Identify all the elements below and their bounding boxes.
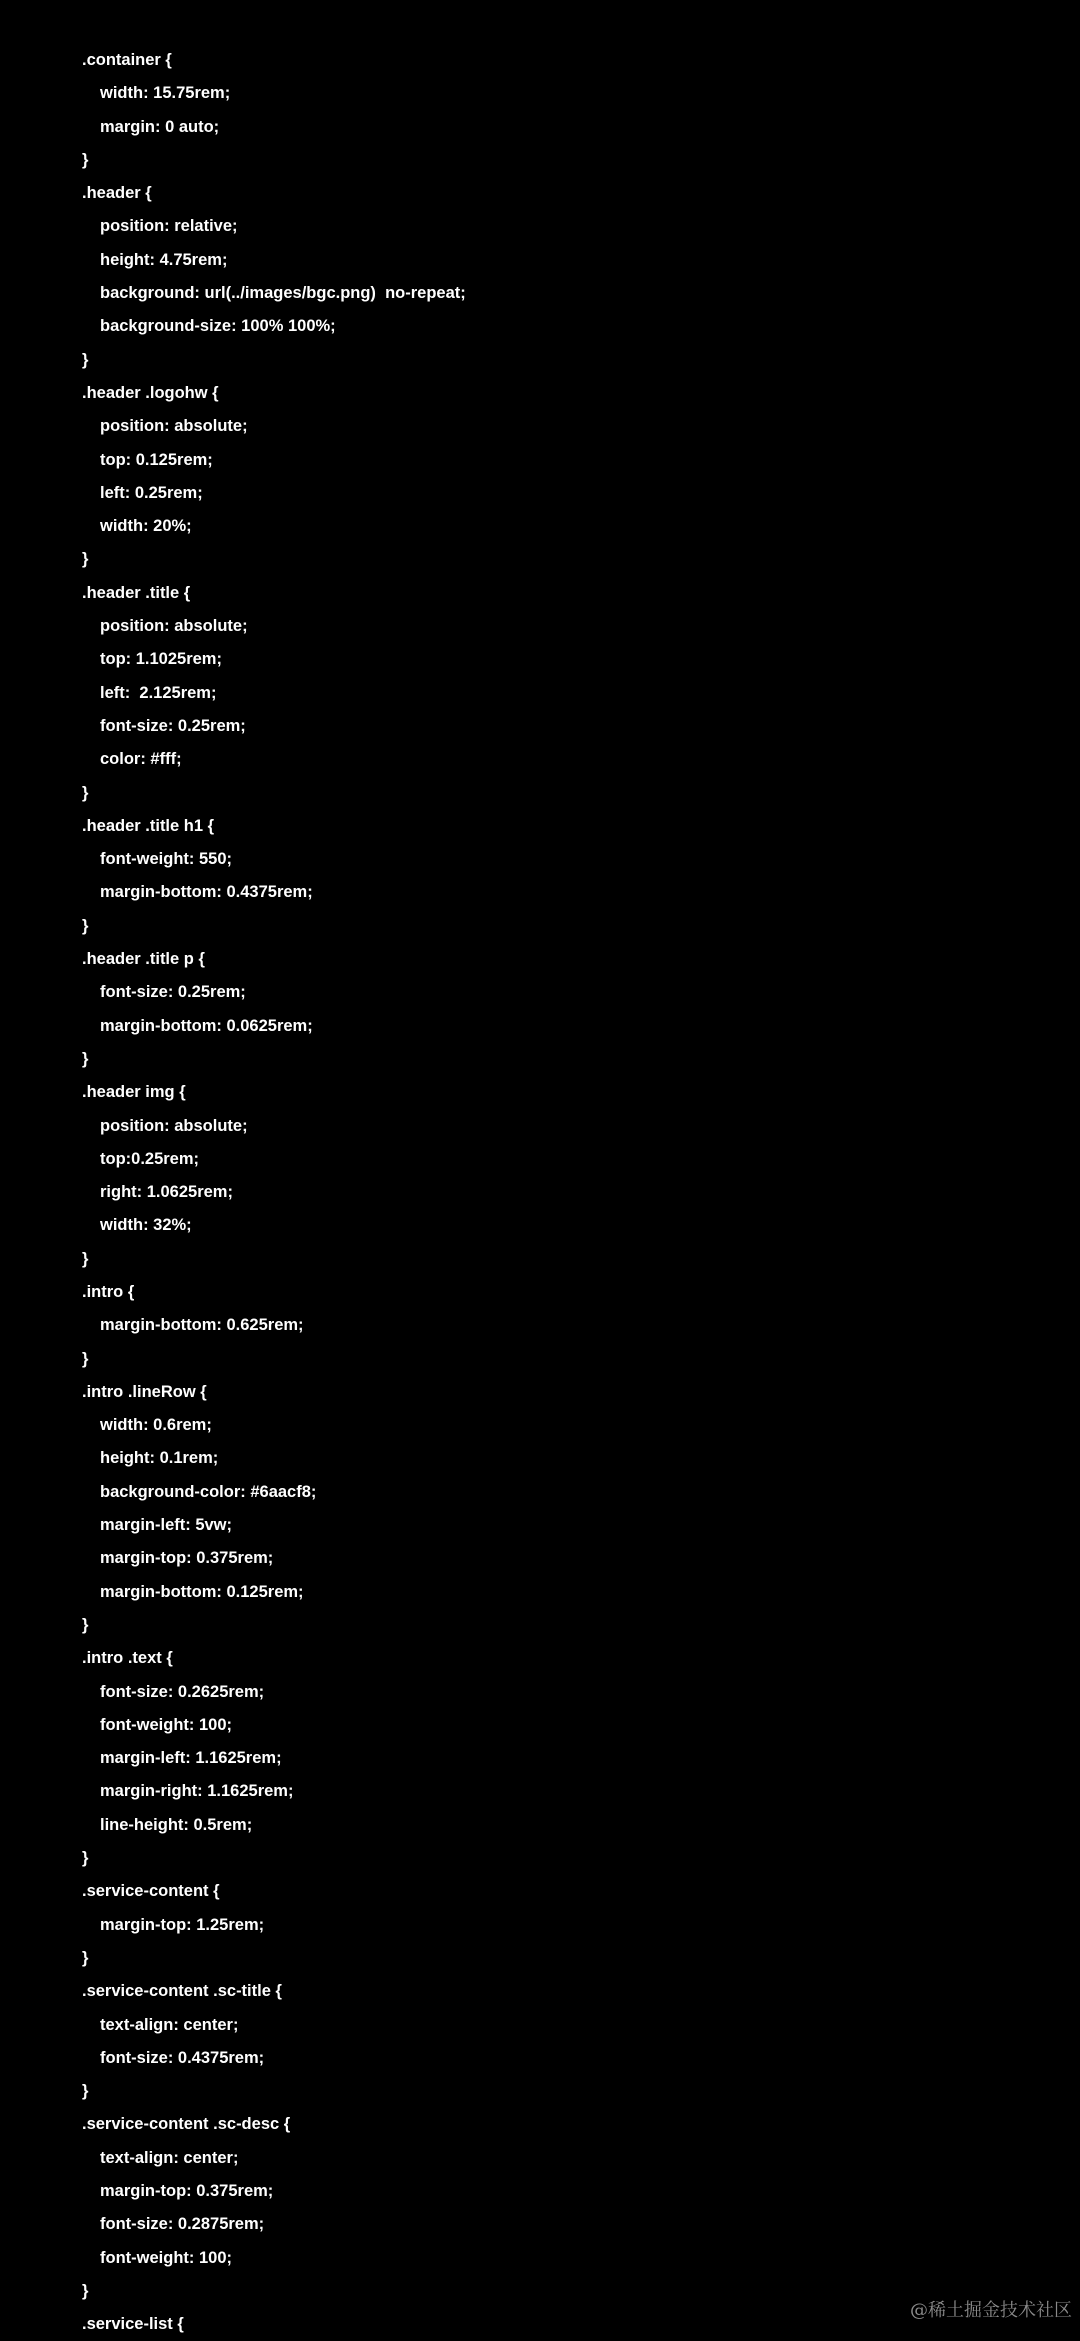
code-line: left: 0.25rem;: [100, 483, 203, 502]
code-line: }: [82, 1249, 89, 1268]
code-line: position: relative;: [100, 217, 238, 236]
code-line: font-weight: 100;: [100, 2248, 232, 2267]
code-line: }: [82, 783, 89, 802]
code-line: .service-content .sc-desc {: [82, 2115, 291, 2134]
code-line: }: [82, 1849, 89, 1868]
code-line: }: [82, 2281, 89, 2300]
code-line: font-weight: 100;: [100, 1715, 232, 1734]
code-line: }: [82, 150, 89, 169]
code-line: .intro .lineRow {: [82, 1382, 207, 1401]
code-line: margin-left: 1.1625rem;: [100, 1749, 282, 1768]
code-line: top: 1.1025rem;: [100, 650, 222, 669]
code-line: text-align: center;: [100, 2148, 239, 2167]
code-line: text-align: center;: [100, 2015, 239, 2034]
code-line: left: 2.125rem;: [100, 683, 217, 702]
code-line: .header .title h1 {: [82, 816, 215, 835]
code-line: top: 0.125rem;: [100, 450, 213, 469]
code-line: .intro .text {: [82, 1649, 173, 1668]
code-line: .service-list {: [82, 2315, 184, 2334]
code-line: }: [82, 1615, 89, 1634]
code-line: background-color: #6aacf8;: [100, 1482, 317, 1501]
code-line: top:0.25rem;: [100, 1149, 200, 1168]
code-block: [82, 44, 1042, 2341]
code-line: }: [82, 1349, 89, 1368]
code-line: position: absolute;: [100, 617, 248, 636]
code-line: margin-bottom: 0.0625rem;: [100, 1016, 313, 1035]
code-line: .header .logohw {: [82, 383, 219, 402]
code-line: font-size: 0.25rem;: [100, 716, 246, 735]
code-line: }: [82, 916, 89, 935]
code-line: font-size: 0.2625rem;: [100, 1682, 265, 1701]
code-line: width: 32%;: [100, 1216, 192, 1235]
code-line: right: 1.0625rem;: [100, 1183, 233, 1202]
code-line: .header img {: [82, 1083, 186, 1102]
code-line: margin: 0 auto;: [100, 117, 220, 136]
code-line: font-size: 0.2875rem;: [100, 2215, 265, 2234]
code-line: position: absolute;: [100, 1116, 248, 1135]
code-line: color: #fff;: [100, 750, 182, 769]
code-line: background: url(../images/bgc.png) no-repeat;: [100, 284, 466, 303]
code-line: margin-bottom: 0.4375rem;: [100, 883, 313, 902]
code-line: font-size: 0.25rem;: [100, 983, 246, 1002]
code-line: .header .title {: [82, 583, 191, 602]
code-line: margin-top: 0.375rem;: [100, 1549, 274, 1568]
code-line: }: [82, 550, 89, 569]
code-line: font-weight: 550;: [100, 850, 232, 869]
code-line: width: 20%;: [100, 517, 192, 536]
code-line: .header {: [82, 184, 152, 203]
code-line: margin-right: 1.1625rem;: [100, 1782, 294, 1801]
code-line: .service-content {: [82, 1882, 220, 1901]
code-line: background-size: 100% 100%;: [100, 317, 336, 336]
code-line: height: 4.75rem;: [100, 250, 228, 269]
code-line: }: [82, 2082, 89, 2101]
code-line: margin-top: 1.25rem;: [100, 1915, 265, 1934]
watermark: @稀土掘金技术社区: [910, 2300, 1072, 2321]
code-line: .header .title p {: [82, 950, 205, 969]
code-line: .service-content .sc-title {: [82, 1982, 282, 2001]
code-line: margin-bottom: 0.125rem;: [100, 1582, 304, 1601]
code-line: }: [82, 1948, 89, 1967]
code-line: margin-left: 5vw;: [100, 1516, 233, 1535]
code-line: line-height: 0.5rem;: [100, 1815, 253, 1834]
code-line: .intro {: [82, 1282, 135, 1301]
code-line: width: 15.75rem;: [100, 84, 231, 103]
code-line: font-size: 0.4375rem;: [100, 2048, 265, 2067]
code-line: margin-top: 0.375rem;: [100, 2182, 274, 2200]
code-line: .container {: [82, 51, 172, 69]
code-line: height: 0.1rem;: [100, 1449, 219, 1468]
code-line: }: [82, 1049, 89, 1068]
code-line: width: 0.6rem;: [100, 1416, 212, 1435]
code-line: margin-bottom: 0.625rem;: [100, 1316, 304, 1335]
code-line: position: absolute;: [100, 417, 248, 436]
code-line: }: [82, 350, 89, 369]
